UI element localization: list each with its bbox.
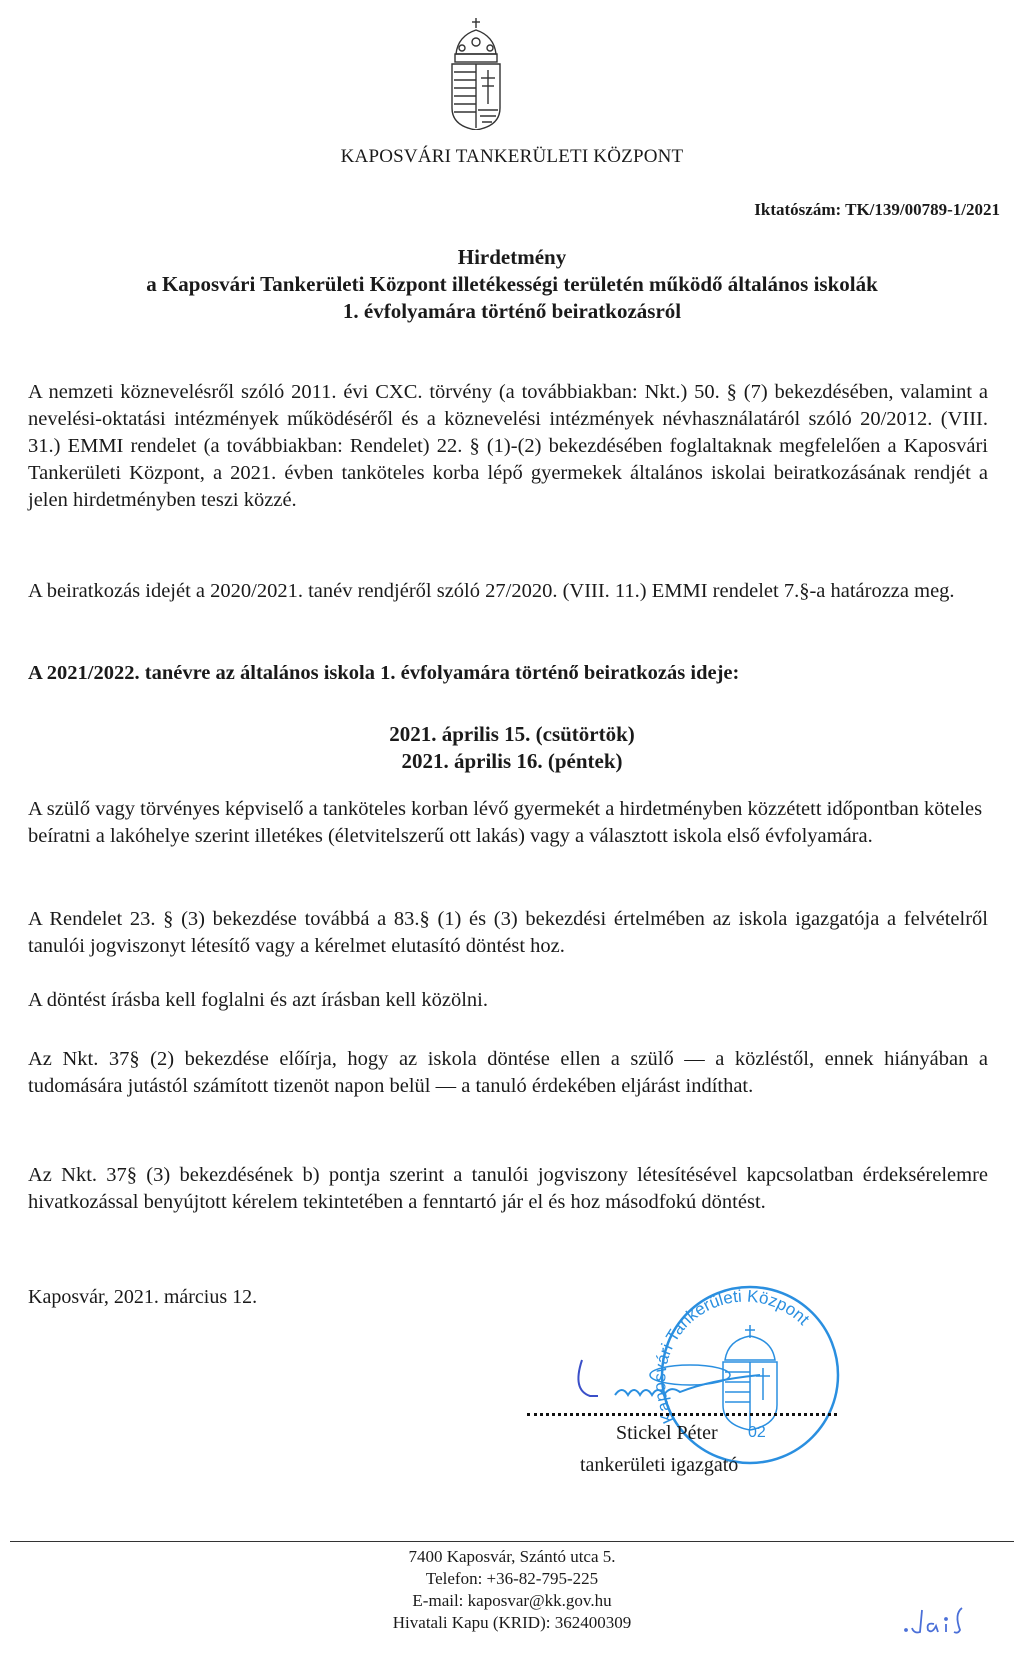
coat-of-arms-logo xyxy=(446,18,506,130)
handwritten-signature xyxy=(570,1340,770,1410)
signature-line xyxy=(527,1413,837,1416)
document-title xyxy=(0,244,1024,325)
enrollment-date-1: 2021. április 15. (csütörtök) xyxy=(389,722,635,746)
footer-divider xyxy=(10,1541,1014,1542)
stamp-number: 02 xyxy=(748,1424,766,1441)
stamp-text: Kaposvári Tankerületi Központ xyxy=(650,1286,814,1427)
paragraph-enrollment-period-heading: A 2021/2022. tanévre az általános iskola 1. évfolyamára történő beiratkozás ideje: xyxy=(28,662,740,684)
footer-krid: Hivatali Kapu (KRID): 362400309 xyxy=(392,1613,632,1632)
signer-title: tankerületi igazgató xyxy=(580,1454,739,1476)
paragraph-principal-decision: A Rendelet 23. § (3) bekezdése továbbá a 83.§ (1) és (3) bekezdési értelmében az iskola igazgatója a felvételről tanulói jogviszonyt létesítő vagy a kérelmet elutasító döntést hoz. xyxy=(28,908,988,957)
paragraph-enrollment-regulation: A beiratkozás idejét a 2020/2021. tanév rendjéről szóló 27/2020. (VIII. 11.) EMMI rendelet 7.§-a határozza meg. xyxy=(28,580,955,602)
footer-email: E-mail: kaposvar@kk.gov.hu xyxy=(412,1591,612,1610)
paragraph-written-decision: A döntést írásba kell foglalni és azt írásban kell közölni. xyxy=(28,989,488,1011)
title-line-3: 1. évfolyamára történő beiratkozásról xyxy=(342,299,682,323)
organization-name: KAPOSVÁRI TANKERÜLETI KÖZPONT xyxy=(340,146,684,167)
enrollment-date-2: 2021. április 16. (péntek) xyxy=(401,749,623,773)
handwritten-initials xyxy=(900,1600,980,1640)
title-line-1: Hirdetmény xyxy=(457,245,567,269)
paragraph-legal-basis: A nemzeti köznevelésről szóló 2011. évi CXC. törvény (a továbbiakban: Nkt.) 50. § (7) bekezdésében, valamint a nevelési-oktatási intézmények működéséről és a köznevelési intézmények névhasználatáról szóló 20/2012. (VIII. 31.) EMMI rendelet (a továbbiakban: Rendelet) 22. § (1)-(2) bekezdésében foglaltaknak megfelelően a Kaposvári Tankerületi Központ, a 2021. évben tanköteles korba lépő gyermekek általános iskolai beiratkozásának rendjét a jelen hirdetményben teszi közzé. xyxy=(28,381,988,511)
footer-address: 7400 Kaposvár, Szántó utca 5. xyxy=(408,1547,616,1566)
title-line-2: a Kaposvári Tankerületi Központ illetékességi területén működő általános iskolák xyxy=(146,272,878,296)
enrollment-dates xyxy=(0,721,1024,775)
paragraph-second-instance: Az Nkt. 37§ (3) bekezdésének b) pontja szerint a tanulói jogviszony létesítésével kapcsolatban érdeksérelemre hivatkozással benyújtott kérelem tekintetében a fenntartó jár el és hoz másodfokú döntést. xyxy=(28,1164,988,1213)
signer-name: Stickel Péter xyxy=(616,1422,718,1444)
paragraph-parent-obligation: A szülő vagy törvényes képviselő a tanköteles korban lévő gyermekét a hirdetményben közzétett időpontban köteles beíratni a lakóhelye szerint illetékes (életvitelszerű ott lakás) vagy a választott iskola első évfolyamára. xyxy=(28,798,983,847)
place-and-date: Kaposvár, 2021. március 12. xyxy=(28,1286,258,1308)
registration-number: Iktatószám: TK/139/00789-1/2021 xyxy=(754,200,1000,219)
footer-contact xyxy=(0,1546,1024,1634)
paragraph-appeal: Az Nkt. 37§ (2) bekezdése előírja, hogy az iskola döntése ellen a szülő — a közléstől, ennek hiányában a tudomására jutástól számított tizenöt napon belül — a tanuló érdekében eljárást indíthat. xyxy=(28,1048,988,1097)
footer-phone: Telefon: +36-82-795-225 xyxy=(425,1569,599,1588)
